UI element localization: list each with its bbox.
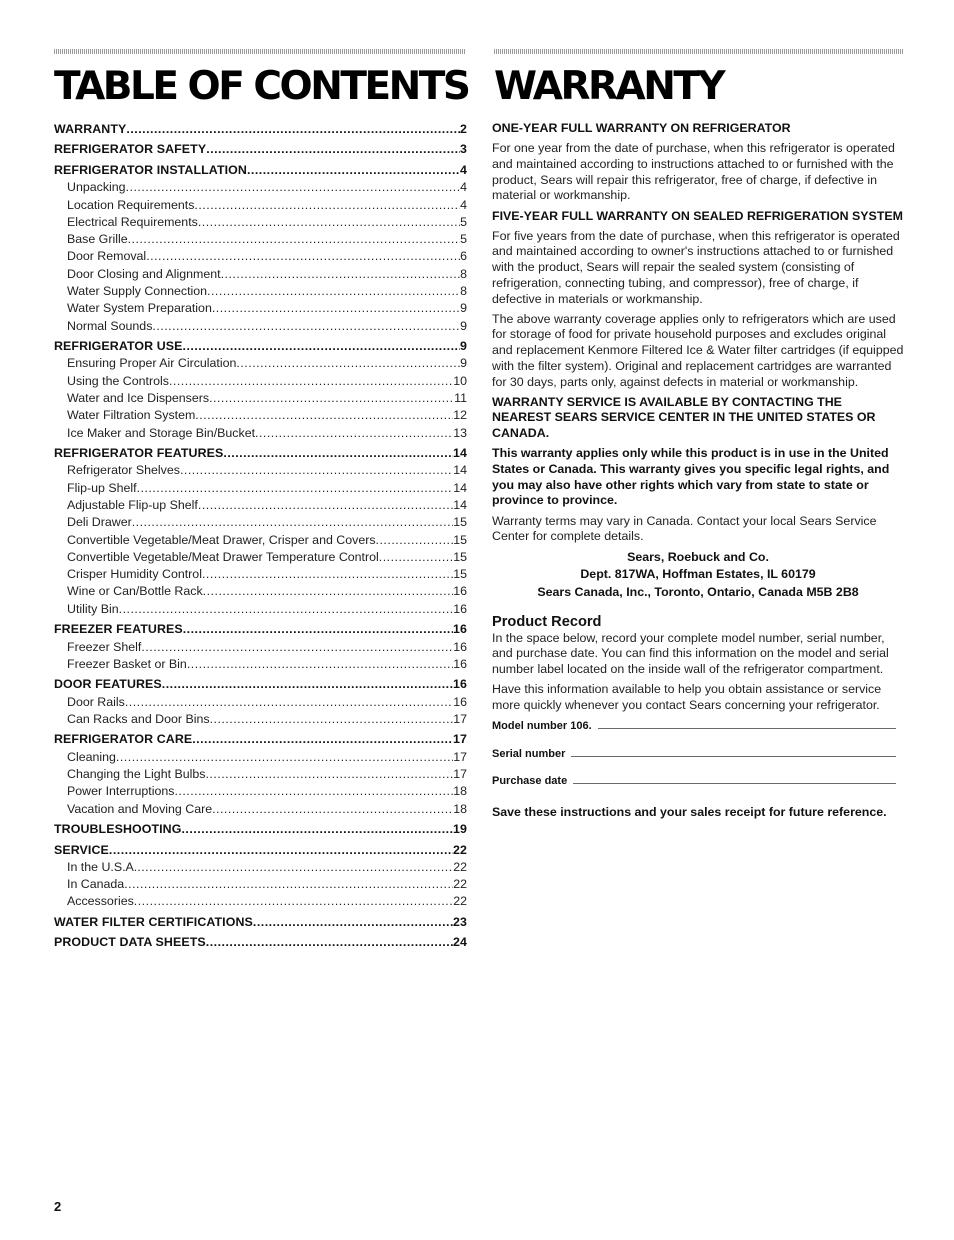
- toc-page-number: 5: [460, 232, 467, 247]
- toc-page-number: 15: [453, 532, 467, 547]
- legal-rights-notice: This warranty applies only while this product is in use in the United States or Canada. This warranty gives you specific legal rights, and you may also have other rights which vary from state to state or province to province.: [492, 446, 890, 508]
- dot-leader: [192, 731, 453, 748]
- toc-page-number: 16: [453, 694, 467, 709]
- toc-entry-label: Deli Drawer: [67, 515, 132, 530]
- product-record-assist: Have this information available to help you obtain assistance or service more quickly whenever you contact Sears concerning your refrigerator.: [492, 682, 882, 712]
- toc-page-number: 16: [453, 601, 467, 616]
- purchase-date-field[interactable]: [492, 773, 904, 801]
- toc-subsection[interactable]: [54, 876, 467, 893]
- toc-entry-label: REFRIGERATOR CARE: [54, 732, 193, 747]
- toc-section[interactable]: [54, 842, 467, 859]
- toc-entry-label: DOOR FEATURES: [54, 677, 162, 692]
- service-notice: WARRANTY SERVICE IS AVAILABLE BY CONTACTING THE NEAREST SEARS SERVICE CENTER IN THE UNITED STATES OR CANADA.: [492, 394, 876, 441]
- toc-entry-label: Water Supply Connection: [67, 284, 208, 299]
- dot-leader: [253, 914, 453, 931]
- toc-page-number: 24: [453, 935, 467, 950]
- toc-page-number: 16: [453, 677, 467, 692]
- canada-address: Sears Canada, Inc., Toronto, Ontario, Canada M5B 2B8: [537, 584, 859, 599]
- toc-page-number: 14: [453, 480, 467, 495]
- toc-subsection[interactable]: [54, 711, 467, 728]
- toc-subsection[interactable]: [54, 801, 467, 818]
- toc-page-number: 5: [460, 214, 467, 229]
- toc-entry-label: Water and Ice Dispensers: [67, 391, 210, 406]
- dot-leader: [119, 601, 454, 618]
- toc-subsection[interactable]: [54, 514, 467, 531]
- warranty-heading: WARRANTY: [494, 64, 724, 109]
- dot-leader: [255, 425, 453, 442]
- toc-page-number: 14: [453, 446, 467, 461]
- dot-leader: [379, 549, 453, 566]
- toc-page-number: 3: [460, 142, 467, 157]
- dot-leader: [202, 566, 453, 583]
- purchase-date-label: Purchase date: [492, 775, 568, 788]
- toc-page-number: 17: [453, 767, 467, 781]
- dot-leader: [169, 373, 453, 390]
- toc-entry-label: Crisper Humidity Control: [67, 567, 202, 582]
- toc-page-number: 23: [453, 914, 467, 929]
- toc-page-number: 11: [454, 391, 467, 406]
- toc-subsection[interactable]: [54, 355, 467, 372]
- dot-leader: [126, 121, 460, 138]
- serial-number-label: Serial number: [492, 747, 566, 760]
- toc-page-number: 14: [453, 497, 467, 512]
- toc-page-number: 15: [453, 567, 467, 582]
- toc-page-number: 4: [460, 197, 467, 212]
- toc-page-number: 19: [453, 822, 467, 837]
- dot-leader: [221, 266, 460, 283]
- toc-subsection[interactable]: [54, 549, 467, 566]
- toc-page-number: 2: [460, 122, 467, 136]
- dot-leader: [174, 783, 453, 800]
- toc-entry-label: Freezer Basket or Bin: [67, 656, 187, 671]
- toc-subsection[interactable]: [54, 390, 467, 407]
- toc-page-number: 10: [453, 373, 467, 388]
- model-number-field[interactable]: [492, 718, 904, 746]
- toc-entry-label: Door Closing and Alignment: [67, 266, 221, 281]
- dot-leader: [180, 462, 453, 479]
- save-instructions-note: Save these instructions and your sales receipt for future reference.: [492, 804, 887, 819]
- toc-page-number: 14: [453, 463, 467, 478]
- dot-leader: [203, 583, 454, 600]
- toc-subsection[interactable]: [54, 407, 467, 424]
- dot-leader: [125, 694, 453, 711]
- toc-entry-label: Ensuring Proper Air Circulation: [67, 356, 237, 371]
- toc-entry-label: WARRANTY: [54, 122, 127, 136]
- dot-leader: [207, 283, 460, 300]
- toc-rule: [54, 49, 466, 54]
- toc-entry-label: Using the Controls: [67, 373, 169, 388]
- toc-section[interactable]: [54, 141, 467, 158]
- toc-page-number: 9: [460, 318, 467, 333]
- dot-leader: [223, 445, 453, 462]
- toc-subsection[interactable]: [54, 373, 467, 390]
- toc-subsection[interactable]: [54, 283, 467, 300]
- toc-subsection[interactable]: [54, 231, 467, 248]
- toc-subsection[interactable]: [54, 462, 467, 479]
- toc-entry-label: Location Requirements: [67, 197, 195, 212]
- toc-entry-label: REFRIGERATOR FEATURES: [54, 446, 224, 461]
- toc-entry-label: FREEZER FEATURES: [54, 622, 183, 637]
- product-record-title: Product Record: [492, 613, 602, 630]
- dot-leader: [152, 318, 460, 335]
- toc-entry-label: Refrigerator Shelves: [67, 463, 180, 478]
- toc-subsection[interactable]: [54, 766, 467, 783]
- dot-leader: [146, 248, 460, 265]
- toc-entry-label: Base Grille: [67, 232, 128, 247]
- five-year-warranty-text: For five years from the date of purchase, when this refrigerator is operated and maintained according to owner's instructions attached to or furnished with the product, Sears will repair the sealed system (consisting of refrigeration, connecting tubing, and compressor), free of charge, if defective in materials or workmanship.: [492, 228, 900, 306]
- toc-section[interactable]: [54, 445, 467, 462]
- toc-page-number: 17: [453, 749, 467, 764]
- toc-section[interactable]: [54, 121, 467, 138]
- toc-subsection[interactable]: [54, 639, 467, 656]
- five-year-warranty-heading: FIVE-YEAR FULL WARRANTY ON SEALED REFRIGERATION SYSTEM: [492, 208, 903, 223]
- toc-page-number: 13: [453, 425, 467, 440]
- toc-entry-label: Door Rails: [67, 694, 125, 709]
- toc-subsection[interactable]: [54, 583, 467, 600]
- dot-leader: [116, 749, 453, 766]
- toc-entry-label: Electrical Requirements: [67, 214, 198, 229]
- toc-section[interactable]: [54, 821, 467, 838]
- toc-page-number: 22: [453, 894, 467, 909]
- dot-leader: [109, 842, 453, 859]
- dot-leader: [206, 934, 453, 951]
- toc-page-number: 16: [453, 622, 467, 637]
- toc-section[interactable]: [54, 621, 467, 638]
- toc-entry-label: Vacation and Moving Care: [67, 801, 213, 816]
- toc-subsection[interactable]: [54, 497, 467, 514]
- toc-subsection[interactable]: [54, 566, 467, 583]
- toc-entry-label: Can Racks and Door Bins: [67, 711, 210, 726]
- toc-subsection[interactable]: [54, 300, 467, 317]
- dot-leader: [181, 821, 453, 838]
- toc-entry-label: In Canada: [67, 877, 125, 892]
- dot-leader: [195, 407, 453, 424]
- dot-leader: [124, 876, 453, 893]
- toc-page-number: 12: [453, 408, 467, 423]
- toc-entry-label: WATER FILTER CERTIFICATIONS: [54, 914, 253, 929]
- dot-leader: [206, 141, 460, 158]
- coverage-text: The above warranty coverage applies only to refrigerators which are used for storage of food for private household purposes and excludes original and replacement Kenmore Filtered Ice & Water filter cartridges (if equipped with the filter system). Original and replacement cartridges are warranted for 30 days, parts only, against defects in material or workmanship.: [492, 311, 904, 389]
- toc-page-number: 17: [453, 732, 467, 747]
- toc-subsection[interactable]: [54, 656, 467, 673]
- serial-number-line[interactable]: [571, 746, 896, 757]
- dot-leader: [126, 179, 461, 196]
- dot-leader: [132, 514, 453, 531]
- toc-page-number: 4: [460, 180, 467, 195]
- dot-leader: [141, 639, 453, 656]
- toc-entry-label: REFRIGERATOR USE: [54, 339, 183, 354]
- company-address: Dept. 817WA, Hoffman Estates, IL 60179: [580, 567, 816, 582]
- toc-page-number: 16: [453, 656, 467, 671]
- toc-entry-label: Door Removal: [67, 249, 147, 264]
- toc-page-number: 9: [460, 301, 467, 316]
- toc-section[interactable]: [54, 338, 467, 355]
- toc-subsection[interactable]: [54, 893, 467, 910]
- toc-section[interactable]: [54, 731, 467, 748]
- dot-leader: [183, 338, 460, 355]
- canada-note: Warranty terms may vary in Canada. Contact your local Sears Service Center for complete details.: [492, 513, 877, 544]
- toc-page-number: 18: [453, 801, 467, 816]
- toc-page-number: 18: [453, 784, 467, 799]
- toc-subsection[interactable]: [54, 694, 467, 711]
- model-number-label: Model number 106.: [492, 720, 592, 733]
- dot-leader: [376, 532, 454, 549]
- dot-leader: [187, 656, 453, 673]
- toc-entry-label: Unpacking: [67, 180, 126, 195]
- toc-entry-label: Convertible Vegetable/Meat Drawer, Crisper and Covers: [67, 532, 376, 547]
- dot-leader: [198, 214, 460, 231]
- dot-leader: [205, 766, 453, 783]
- toc-page-number: 9: [460, 339, 467, 354]
- toc-entry-label: Ice Maker and Storage Bin/Bucket: [67, 425, 256, 440]
- toc-entry-label: Freezer Shelf: [67, 639, 142, 654]
- dot-leader: [210, 711, 454, 728]
- toc-entry-label: Water Filtration System: [67, 408, 196, 423]
- toc-entry-label: Power Interruptions: [67, 784, 175, 799]
- one-year-warranty-text: For one year from the date of purchase, when this refrigerator is operated and maintained according to instructions attached to or furnished with the product, Sears will repair this refrigerator, free of charge, if defective in material or workmanship.: [492, 141, 895, 203]
- toc-page-number: 9: [460, 356, 467, 371]
- toc-page-number: 15: [453, 549, 467, 564]
- dot-leader: [137, 480, 454, 497]
- toc-entry-label: Water System Preparation: [67, 301, 212, 316]
- toc-subsection[interactable]: [54, 532, 467, 549]
- toc-subsection[interactable]: [54, 749, 467, 766]
- toc-section[interactable]: [54, 676, 467, 693]
- toc-entry-label: Changing the Light Bulbs: [67, 767, 206, 781]
- toc-page-number: 8: [460, 284, 467, 299]
- toc-subsection[interactable]: [54, 318, 467, 335]
- toc-entry-label: Cleaning: [67, 749, 116, 764]
- dot-leader: [128, 231, 460, 248]
- dot-leader: [212, 300, 460, 317]
- toc-entry-label: Wine or Can/Bottle Rack: [67, 584, 203, 599]
- toc-section[interactable]: [54, 934, 467, 951]
- toc-page-number: 17: [453, 711, 467, 726]
- toc-subsection[interactable]: [54, 266, 467, 283]
- dot-leader: [162, 676, 453, 693]
- toc-section[interactable]: [54, 914, 467, 931]
- purchase-date-line[interactable]: [573, 773, 896, 784]
- toc-page-number: 22: [453, 859, 467, 874]
- one-year-warranty-heading: ONE-YEAR FULL WARRANTY ON REFRIGERATOR: [492, 121, 791, 135]
- toc-entry-label: In the U.S.A.: [67, 859, 138, 874]
- toc-subsection[interactable]: [54, 425, 467, 442]
- toc-subsection[interactable]: [54, 214, 467, 231]
- product-record-intro: In the space below, record your complete model number, serial number, and purchase date. You can find this information on the model and serial number label located on the inside wall of the refrigerator compartment.: [492, 630, 889, 677]
- toc-entry-label: Normal Sounds: [67, 318, 153, 333]
- toc-section[interactable]: [54, 162, 467, 179]
- toc-subsection[interactable]: [54, 601, 467, 618]
- toc-entry-label: Adjustable Flip-up Shelf: [67, 497, 198, 512]
- model-number-line[interactable]: [598, 718, 896, 729]
- toc-entry-label: Utility Bin: [67, 601, 119, 616]
- toc-subsection[interactable]: [54, 179, 467, 196]
- toc-entry-label: SERVICE: [54, 842, 109, 857]
- warranty-section: [492, 121, 904, 825]
- dot-leader: [134, 893, 453, 910]
- page-number: 2: [54, 1199, 62, 1214]
- table-of-contents: [54, 121, 467, 952]
- toc-subsection[interactable]: [54, 480, 467, 497]
- toc-entry-label: REFRIGERATOR SAFETY: [54, 142, 207, 157]
- toc-subsection[interactable]: [54, 783, 467, 800]
- dot-leader: [194, 197, 460, 214]
- company-name: Sears, Roebuck and Co.: [627, 549, 769, 564]
- dot-leader: [183, 621, 453, 638]
- toc-subsection[interactable]: [54, 248, 467, 265]
- toc-page-number: 22: [453, 877, 467, 892]
- dot-leader: [247, 162, 460, 179]
- toc-heading: TABLE OF CONTENTS: [54, 64, 469, 109]
- dot-leader: [212, 801, 453, 818]
- toc-entry-label: PRODUCT DATA SHEETS: [54, 935, 206, 950]
- dot-leader: [137, 859, 453, 876]
- serial-number-field[interactable]: [492, 746, 904, 774]
- toc-entry-label: REFRIGERATOR INSTALLATION: [54, 162, 247, 177]
- toc-page-number: 4: [460, 162, 467, 177]
- toc-page-number: 16: [453, 639, 467, 654]
- dot-leader: [198, 497, 453, 514]
- dot-leader: [209, 390, 454, 407]
- toc-subsection[interactable]: [54, 859, 467, 876]
- toc-entry-label: Convertible Vegetable/Meat Drawer Temperature Control: [67, 549, 379, 564]
- toc-entry-label: Flip-up Shelf: [67, 480, 137, 495]
- warranty-rule: [494, 49, 904, 54]
- toc-page-number: 22: [453, 842, 467, 857]
- toc-page-number: 15: [453, 515, 467, 530]
- toc-entry-label: Accessories: [67, 894, 134, 909]
- toc-entry-label: TROUBLESHOOTING: [54, 822, 182, 837]
- toc-page-number: 16: [453, 584, 467, 599]
- toc-page-number: 8: [460, 266, 467, 281]
- dot-leader: [236, 355, 460, 372]
- toc-subsection[interactable]: [54, 197, 467, 214]
- toc-page-number: 6: [460, 249, 467, 264]
